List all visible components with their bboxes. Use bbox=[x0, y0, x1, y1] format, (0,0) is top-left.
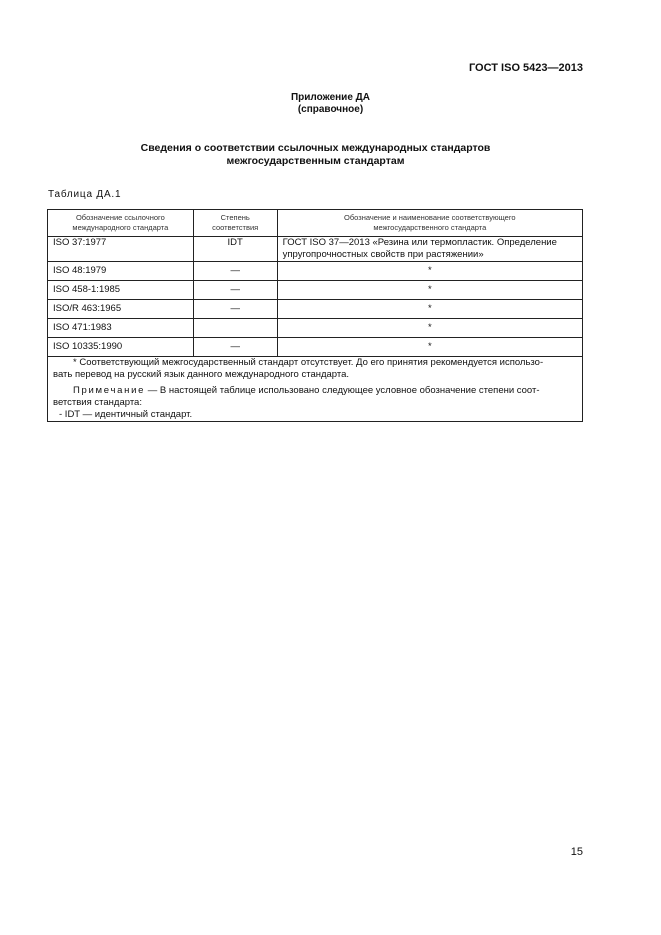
cell-national bbox=[277, 237, 582, 262]
header-national-line1: Обозначение и наименование соответствующего bbox=[344, 213, 516, 222]
header-degree-line1: Степень bbox=[220, 213, 250, 222]
footnote bbox=[53, 357, 577, 381]
header-ref-line2: международного стандарта bbox=[72, 223, 169, 232]
note-text-line1: — В настоящей таблице использовано следующее условное обозначение степени соот- bbox=[145, 385, 540, 396]
section-title-line2: межгосударственным стандартам bbox=[226, 155, 405, 167]
table-row bbox=[48, 262, 583, 281]
table-notes-row bbox=[48, 357, 583, 422]
table-header-row bbox=[48, 210, 583, 237]
header-degree bbox=[193, 210, 277, 237]
cell-degree: — bbox=[193, 262, 277, 281]
cell-national: * bbox=[277, 319, 582, 338]
correspondence-table bbox=[47, 209, 583, 422]
cell-degree: IDT bbox=[193, 237, 277, 262]
table-caption: Таблица ДА.1 bbox=[48, 189, 122, 200]
note-text-line2: ветствия стандарта: bbox=[53, 397, 142, 408]
cell-national: * bbox=[277, 300, 582, 319]
header-ref-standard bbox=[48, 210, 194, 237]
table-row bbox=[48, 281, 583, 300]
page-number: 15 bbox=[570, 846, 583, 858]
annex-subtitle: (справочное) bbox=[297, 104, 364, 115]
note bbox=[53, 385, 577, 409]
section-title bbox=[0, 142, 631, 168]
cell-degree: — bbox=[193, 338, 277, 357]
cell-degree: — bbox=[193, 300, 277, 319]
cell-national: * bbox=[277, 338, 582, 357]
table-row bbox=[48, 300, 583, 319]
header-national-line2: межгосударственного стандарта bbox=[373, 223, 487, 232]
cell-national: * bbox=[277, 262, 582, 281]
footnote-line1: * Соответствующий межгосударственный стандарт отсутствует. До его принятия рекомендуется использо- bbox=[73, 357, 544, 368]
cell-ref: ISO 48:1979 bbox=[48, 262, 194, 281]
cell-ref: ISO 10335:1990 bbox=[48, 338, 194, 357]
header-national-standard bbox=[277, 210, 582, 237]
cell-degree bbox=[193, 319, 277, 338]
annex-title: Приложение ДА bbox=[290, 92, 371, 103]
cell-national-line1: ГОСТ ISO 37—2013 «Резина или термопластик. Определение bbox=[282, 237, 557, 248]
table-row bbox=[48, 319, 583, 338]
section-title-line1: Сведения о соответствии ссылочных международных стандартов bbox=[140, 142, 491, 154]
footnote-line2: вать перевод на русский язык данного международного стандарта. bbox=[53, 369, 350, 380]
cell-ref: ISO 458-1:1985 bbox=[48, 281, 194, 300]
cell-ref: ISO 471:1983 bbox=[48, 319, 194, 338]
document-code: ГОСТ ISO 5423—2013 bbox=[468, 62, 583, 74]
table-row bbox=[48, 237, 583, 262]
cell-national: * bbox=[277, 281, 582, 300]
cell-ref: ISO/R 463:1965 bbox=[48, 300, 194, 319]
cell-ref: ISO 37:1977 bbox=[48, 237, 194, 262]
table-notes bbox=[48, 357, 583, 422]
table-row bbox=[48, 338, 583, 357]
note-label: Примечание bbox=[73, 385, 146, 396]
header-ref-line1: Обозначение ссылочного bbox=[75, 213, 165, 222]
note-item: - IDT — идентичный стандарт. bbox=[59, 409, 193, 420]
cell-degree: — bbox=[193, 281, 277, 300]
cell-national-line2: упругопрочностных свойств при растяжении» bbox=[282, 249, 484, 260]
header-degree-line2: соответствия bbox=[212, 223, 259, 232]
